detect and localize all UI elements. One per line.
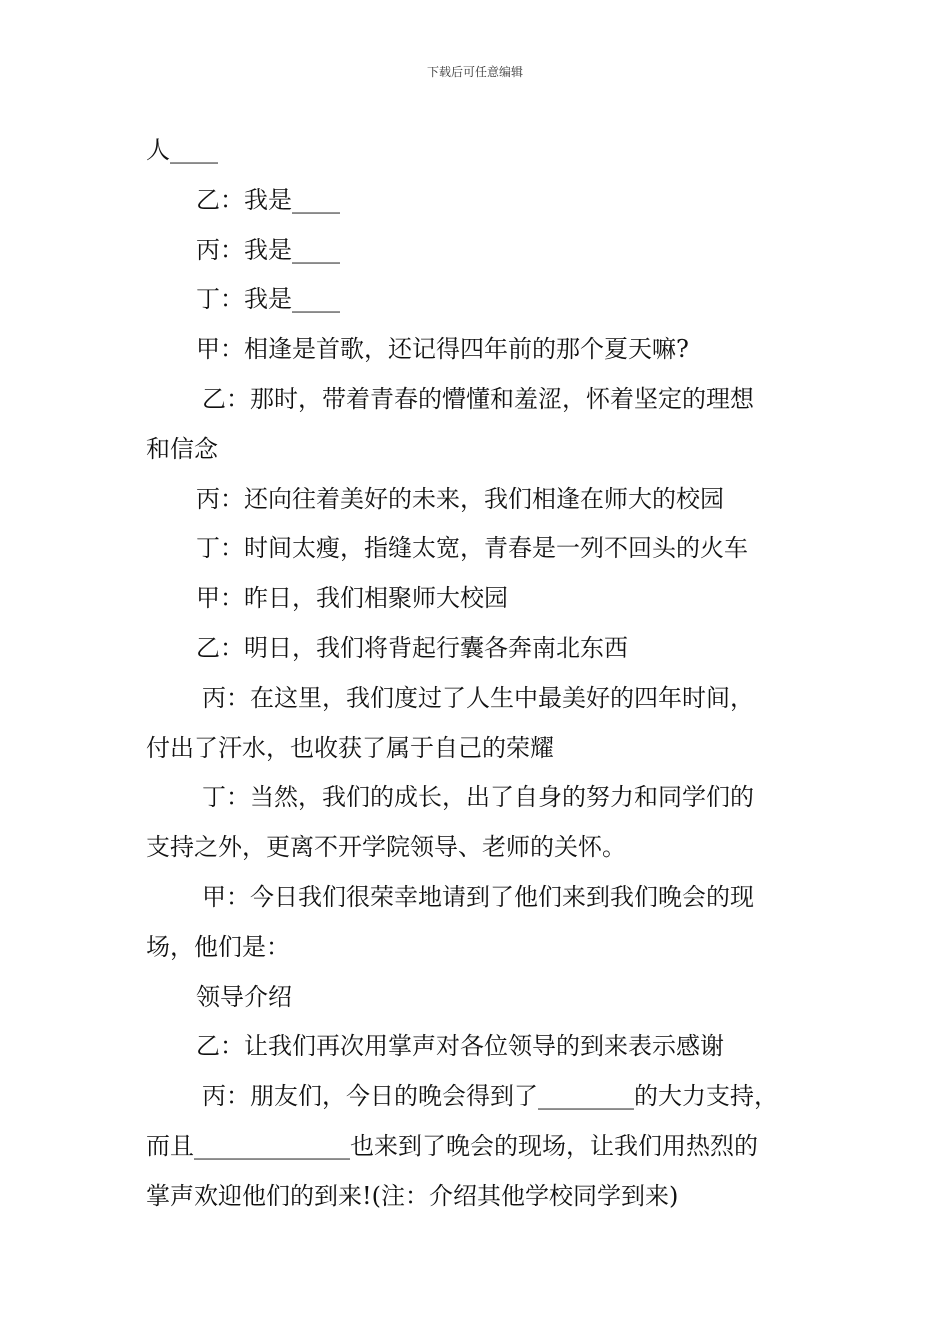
- text-line: 乙：那时，带着青春的懵懂和羞涩，怀着坚定的理想: [202, 384, 754, 413]
- text-line: 丁：我是____: [196, 285, 340, 314]
- text-line: 丙：还向往着美好的未来，我们相逢在师大的校园: [196, 484, 724, 513]
- text-line: 丁：时间太瘦，指缝太宽，青春是一列不回头的火车: [196, 534, 748, 563]
- text-line: 和信念: [146, 434, 218, 463]
- text-line: 支持之外，更离不开学院领导、老师的关怀。: [146, 833, 626, 862]
- text-line: 甲：昨日，我们相聚师大校园: [196, 584, 508, 613]
- text-line: 付出了汗水，也收获了属于自己的荣耀: [146, 733, 554, 762]
- text-line: 丁：当然，我们的成长，出了自身的努力和同学们的: [202, 783, 754, 812]
- text-line: 乙：明日，我们将背起行囊各奔南北东西: [196, 633, 628, 662]
- page-header: 下载后可任意编辑: [426, 65, 523, 79]
- text-line: 甲：今日我们很荣幸地请到了他们来到我们晚会的现: [202, 882, 754, 911]
- text-line: 乙：我是____: [196, 185, 340, 214]
- text-line: 而且_____________也来到了晚会的现场，让我们用热烈的: [146, 1131, 758, 1160]
- text-line: 人____: [146, 136, 218, 164]
- text-line: 甲：相逢是首歌，还记得四年前的那个夏天嘛?: [196, 335, 689, 364]
- text-line: 领导介绍: [196, 982, 292, 1011]
- text-line: 丙：我是____: [196, 235, 340, 264]
- text-line: 乙：让我们再次用掌声对各位领导的到来表示感谢: [196, 1032, 724, 1061]
- text-line: 场，他们是：: [146, 932, 290, 961]
- document-body: [146, 126, 826, 1222]
- text-line: 掌声欢迎他们的到来!(注：介绍其他学校同学到来): [146, 1181, 679, 1210]
- text-line: 丙：朋友们，今日的晚会得到了________的大力支持，: [202, 1082, 778, 1111]
- text-line: 丙：在这里，我们度过了人生中最美好的四年时间，: [202, 683, 754, 712]
